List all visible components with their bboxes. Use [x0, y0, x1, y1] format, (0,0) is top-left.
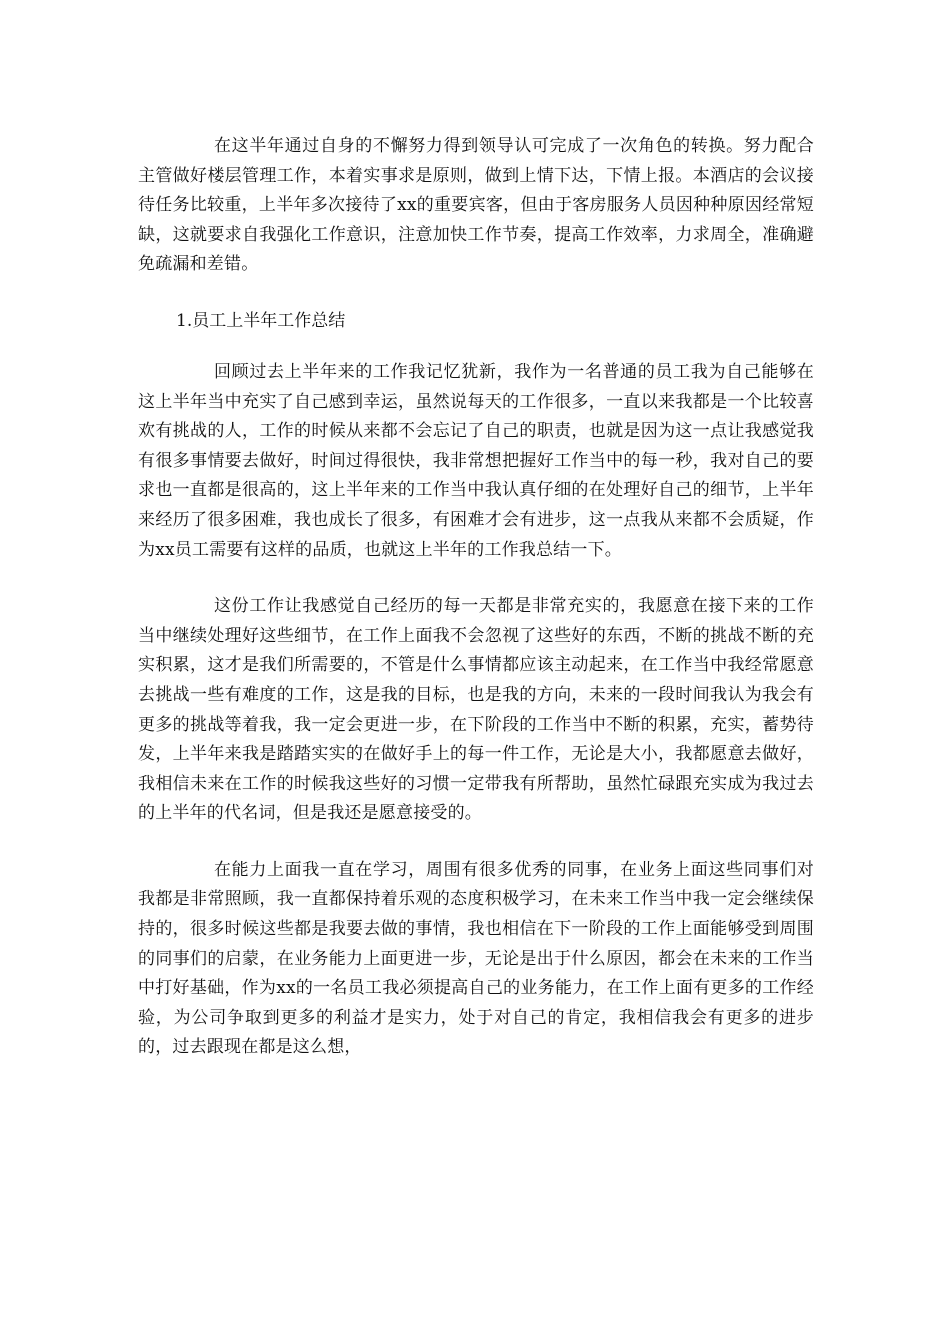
document-page [138, 132, 814, 1090]
section-heading: 1.员工上半年工作总结 [176, 310, 346, 331]
body-paragraph-1: 回顾过去上半年来的工作我记忆犹新，我作为一名普通的员工我为自己能够在这上半年当中充实了自己感到幸运，虽然说每天的工作很多，一直以来我都是一个比较喜欢有挑战的人，工作的时候从来都不会忘记了自己的职责，也就是因为这一点让我感觉我有很多事情要去做好，时间过得很快，我非常想把握好工作当中的每一秒，我对自己的要求也一直都是很高的，这上半年来的工作当中我认真仔细的在处理好自己的细节，上半年来经历了很多困难，我也成长了很多，有困难才会有进步，这一点我从来都不会质疑，作为xx员工需要有这样的品质，也就这上半年的工作我总结一下。 [138, 361, 814, 560]
intro-paragraph: 在这半年通过自身的不懈努力得到领导认可完成了一次角色的转换。努力配合主管做好楼层管理工作，本着实事求是原则，做到上情下达，下情上报。本酒店的会议接待任务比较重，上半年多次接待了xx的重要宾客，但由于客房服务人员因种种原因经常短缺，这就要求自我强化工作意识，注意加快工作节奏，提高工作效率，力求周全，准确避免疏漏和差错。 [138, 136, 814, 275]
body-paragraph-3: 在能力上面我一直在学习，周围有很多优秀的同事，在业务上面这些同事们对我都是非常照顾，我一直都保持着乐观的态度积极学习，在未来工作当中我一定会继续保持的，很多时候这些都是我要去做的事情，我也相信在下一阶段的工作上面能够受到周围的同事们的启蒙，在业务能力上面更进一步，无论是出于什么原因，都会在未来的工作当中打好基础，作为xx的一名员工我必须提高自己的业务能力，在工作上面有更多的工作经验，为公司争取到更多的利益才是实力，处于对自己的肯定，我相信我会有更多的进步的，过去跟现在都是这么想， [138, 859, 814, 1058]
body-paragraph-2: 这份工作让我感觉自己经历的每一天都是非常充实的，我愿意在接下来的工作当中继续处理好这些细节，在工作上面我不会忽视了这些好的东西，不断的挑战不断的充实积累，这才是我们所需要的，不管是什么事情都应该主动起来，在工作当中我经常愿意去挑战一些有难度的工作，这是我的目标，也是我的方向，未来的一段时间我认为我会有更多的挑战等着我，我一定会更进一步，在下阶段的工作当中不断的积累，充实，蓄势待发，上半年来我是踏踏实实的在做好手上的每一件工作，无论是大小，我都愿意去做好，我相信未来在工作的时候我这些好的习惯一定带我有所帮助，虽然忙碌跟充实成为我过去的上半年的代名词，但是我还是愿意接受的。 [138, 596, 814, 824]
